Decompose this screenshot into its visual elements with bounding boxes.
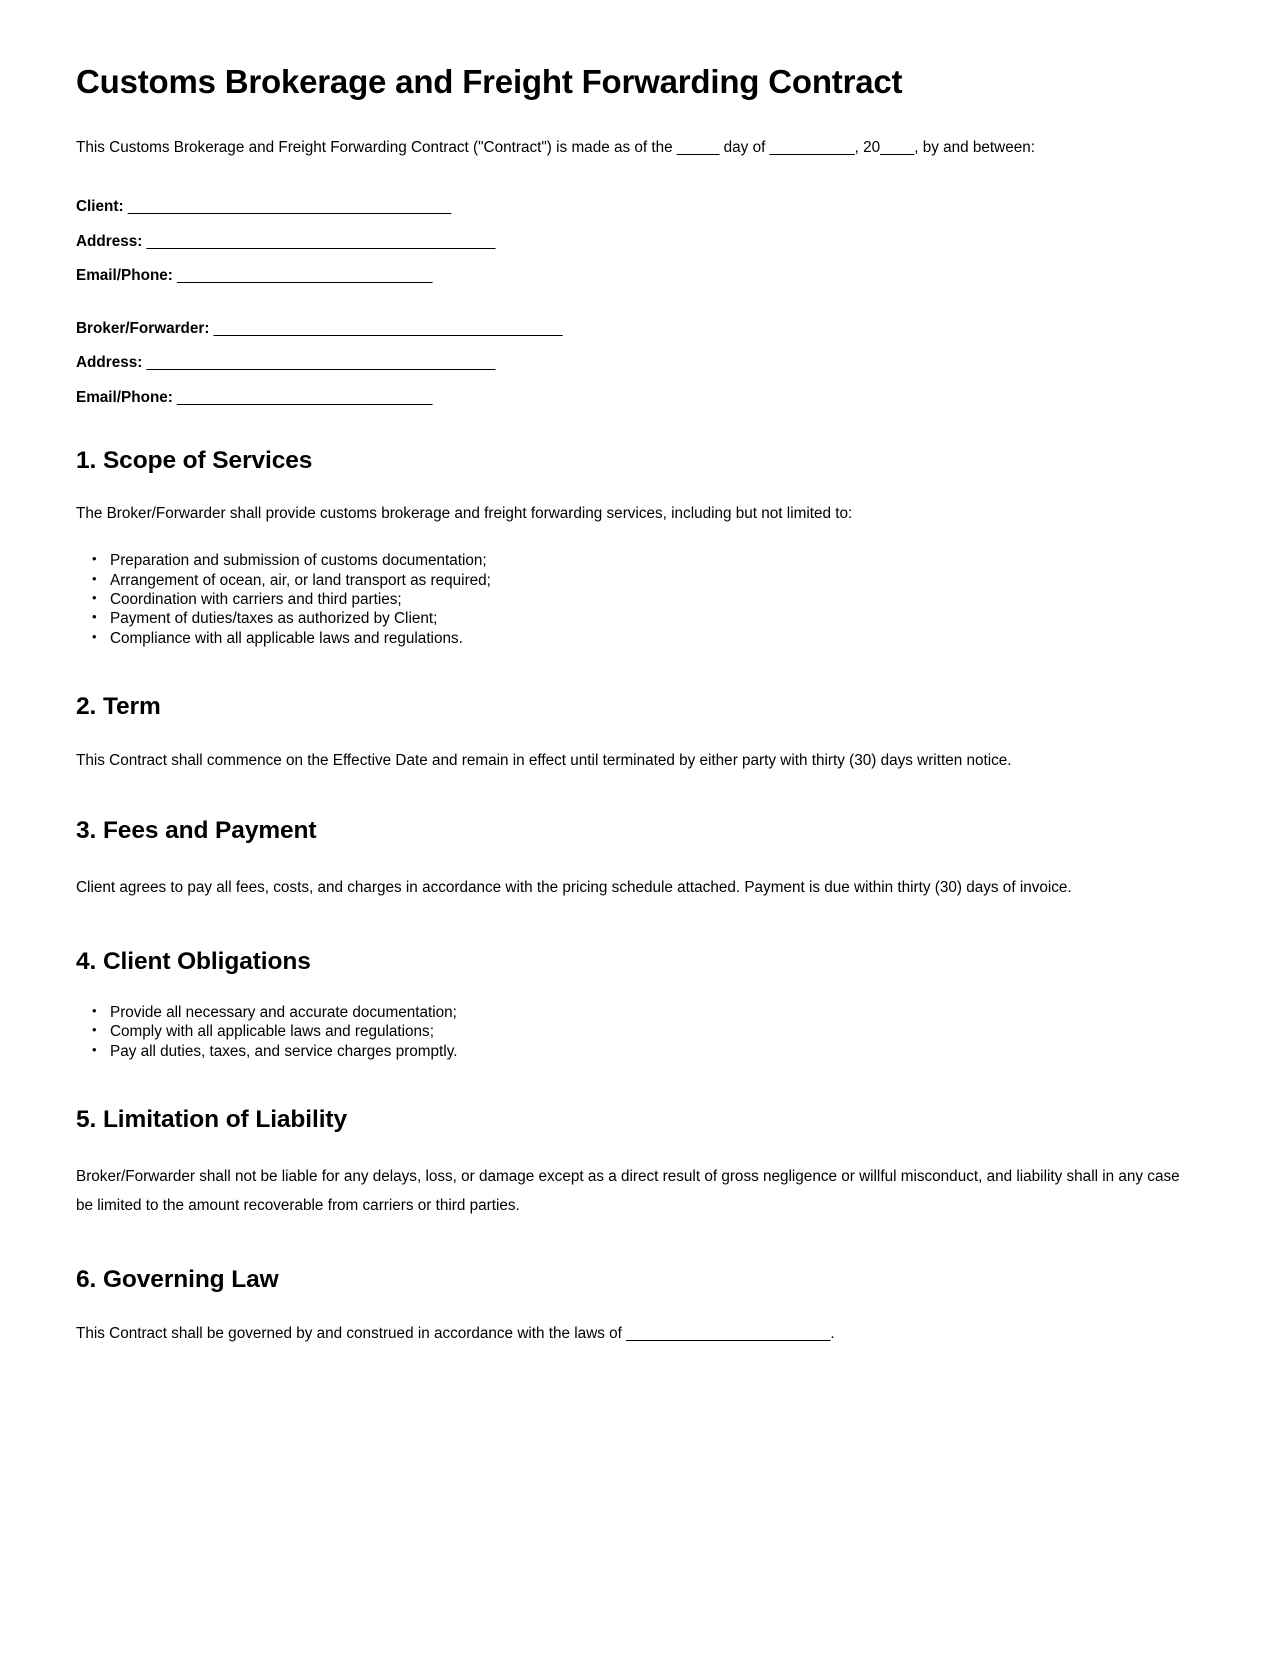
section-2-body: This Contract shall commence on the Effective Date and remain in effect until terminated by either party with thirty (30) days written notice. <box>76 751 1012 769</box>
client-contact-fill[interactable]: ______________________________ <box>177 266 433 284</box>
section-heading-1: 1. Scope of Services <box>76 447 313 475</box>
section-6-body: This Contract shall be governed by and construed in accordance with the laws of ________________________. <box>76 1324 835 1342</box>
intro-paragraph: This Customs Brokerage and Freight Forwarding Contract ("Contract") is made as of the _____ day of __________, 20____, by and between: <box>76 138 1035 156</box>
section-governing-law <box>76 1265 1187 1345</box>
list-item: • Compliance with all applicable laws and regulations. <box>110 629 1187 648</box>
section-4-bullet-list <box>76 1003 1187 1061</box>
list-item: • Payment of duties/taxes as authorized by Client; <box>110 609 1187 628</box>
section-1-bullet-list <box>76 551 1187 648</box>
section-client-obligations <box>76 947 1187 1062</box>
client-name-fill[interactable]: ______________________________________ <box>127 198 452 216</box>
list-item: • Comply with all applicable laws and regulations; <box>110 1022 1187 1041</box>
list-item: • Pay all duties, taxes, and service charges promptly. <box>110 1042 1187 1061</box>
page-title: Customs Brokerage and Freight Forwarding Contract <box>76 63 903 100</box>
broker-address-line <box>76 355 1187 370</box>
client-address-fill[interactable]: _________________________________________ <box>146 232 496 250</box>
section-term <box>76 692 1187 772</box>
section-fees-and-payment <box>76 816 1187 902</box>
broker-contact-line <box>76 390 1187 405</box>
broker-address-label: Address: <box>76 354 147 372</box>
broker-contact-label: Email/Phone: <box>76 388 178 406</box>
client-address-line <box>76 234 1187 249</box>
list-item: • Provide all necessary and accurate documentation; <box>110 1003 1187 1022</box>
client-name-label: Client: <box>76 198 128 216</box>
section-start-spacer <box>76 424 1187 446</box>
section-3-body: Client agrees to pay all fees, costs, and charges in accordance with the pricing schedule attached. Payment is due within thirty (30) days of invoice. <box>76 878 1072 896</box>
section-heading-4: 4. Client Obligations <box>76 947 311 975</box>
section-heading-6: 6. Governing Law <box>76 1266 279 1294</box>
broker-name-fill[interactable]: _________________________________________ <box>213 320 563 338</box>
client-contact-label: Email/Phone: <box>76 266 178 284</box>
party-block-divider <box>76 302 1187 321</box>
broker-contact-fill[interactable]: ______________________________ <box>177 388 433 406</box>
section-scope-of-services <box>76 446 1187 648</box>
section-heading-3: 3. Fees and Payment <box>76 817 317 845</box>
client-contact-line <box>76 268 1187 283</box>
list-item: • Preparation and submission of customs documentation; <box>110 551 1187 570</box>
list-item: • Coordination with carriers and third parties; <box>110 590 1187 609</box>
section-5-body: Broker/Forwarder shall not be liable for any delays, loss, or damage except as a direct result of gross negligence or willful misconduct, and liability shall in any case be limited to the amount recoverable from carriers or third parties. <box>76 1167 1180 1215</box>
section-limitation-of-liability <box>76 1105 1187 1221</box>
section-heading-5: 5. Limitation of Liability <box>76 1106 347 1134</box>
list-item: • Arrangement of ocean, air, or land transport as required; <box>110 571 1187 590</box>
broker-party-block <box>76 321 1187 405</box>
client-name-line <box>76 199 1187 214</box>
broker-address-fill[interactable]: _________________________________________ <box>146 354 496 372</box>
broker-name-label: Broker/Forwarder: <box>76 320 214 338</box>
broker-name-line <box>76 321 1187 336</box>
section-heading-2: 2. Term <box>76 693 161 721</box>
client-party-block <box>76 199 1187 283</box>
section-1-intro: The Broker/Forwarder shall provide customs brokerage and freight forwarding services, including but not limited to: <box>76 505 853 523</box>
client-address-label: Address: <box>76 232 147 250</box>
